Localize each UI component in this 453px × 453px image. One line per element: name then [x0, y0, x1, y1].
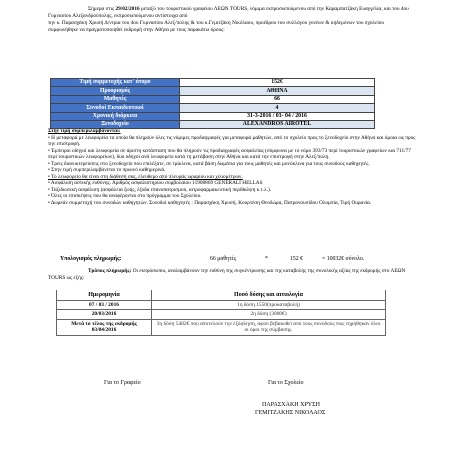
info-key: Μαθητές: [51, 95, 180, 103]
payment-row: [57, 310, 386, 319]
payment-date: 07 / 03 / 2016: [57, 301, 152, 310]
info-value: 4: [180, 104, 375, 112]
payment-method-text: Οι εκπρόσωποι, αναλαμβάνουν την ευθύνη της συγκέντρωσης και της καταβολής της συνολικής αξίας της εκδρομής στο ΛΕΩΝ TOURS ως εξής:: [48, 268, 406, 281]
payment-amount: 3η δόση 5482€ που αποτελούν την εξόφληση, αφού βεβαιωθεί από τους συνοδούς πως τηρήθηκαν όλοι οι όροι της σύμβασης.: [152, 319, 386, 335]
inclusion-item: • Ταξιδιωτική ασφάλιση (ασφάλεια ζωής, έξοδα επαναπατρισμού, ιατροφαρμακευτική περίθαλψη κ.τ.λ.).: [48, 186, 272, 193]
column-header-amount: Ποσό δόσης και αιτιολογία: [152, 290, 386, 301]
info-row: [51, 112, 375, 120]
multiply-sign: *: [265, 256, 268, 262]
payment-method-label: Τρόπος πληρωμής:: [88, 268, 132, 274]
inclusions-section: [48, 128, 420, 207]
payment-row: [57, 301, 386, 310]
info-value: ALEXANDROS AIROTEL: [180, 120, 375, 128]
info-value: 66: [180, 95, 375, 103]
inclusion-item: • Δωρεάν συμμετοχή του συνοδών καθηγητών. Συνοδοί καθηγητές : Παρασχάκη Χρυσή, Κουρτέση Θεοδώρα, Πατρονουσίδου Ολυμπία, Τιρή Ουρανία.: [48, 200, 372, 207]
info-row: [51, 79, 375, 87]
inclusion-item: • Η μεταφορά με λεωφορεία τα οποία θα πληρούν όλες τις νόμιμες προδιαγραφές για μεταφορά μαθητών, από το σχολείο προς το ξενοδοχείο στην Αθήνα και όμοια ως προς την επιστροφή.: [48, 134, 416, 148]
inclusion-item: • Τρεις διανυκτερεύσεις στο ξενοδοχείο που επιλέξατε, σε τρίκλινα, κατά βάση δωμάτια για τους μαθητές και μονόκλινα για τους συνοδούς καθηγητές.: [48, 160, 370, 167]
info-value: 31-3-2016 / 03- 04 / 2016: [180, 112, 375, 120]
payment-row: [57, 319, 386, 335]
signatory-name-2: ΓΕΜΙΤΖΑΚΗΣ ΝΙΚΟΛΑΟΣ: [255, 410, 326, 416]
info-row: [51, 104, 375, 112]
inclusion-item: • Όλες οι επισκέψεις που θα αναφέρονται στο πρόγραμμα του Σχολείου.: [48, 193, 202, 200]
info-key: Ξενοδοχείο: [51, 120, 180, 128]
info-key: Τιμή συμμετοχής κατ' άτομο: [51, 79, 180, 87]
intro-line1: Σήμερα στις: [88, 6, 115, 12]
payment-amount: 2η δόση (3000€): [152, 310, 386, 319]
inclusion-item: • Στην τιμή συμπεριλαμβάνεται το πρωινό καθημερινά.: [48, 167, 166, 174]
info-row: [51, 87, 375, 95]
column-header-date: Ημερομηνία: [57, 290, 152, 301]
contract-date: 29/02/2016: [115, 6, 140, 12]
unit-price: 152 €: [290, 256, 304, 262]
intro-paragraph: [48, 6, 420, 20]
info-key: Συνοδοί Εκπαιδευτικοί: [51, 104, 180, 112]
info-key: Χρονική διάρκεια: [51, 112, 180, 120]
info-value: ΑΘΗΝΑ: [180, 87, 375, 95]
school-signature-label: Για το Σχολείο: [268, 380, 304, 386]
intro-line3: συμφωνήθηκε να πραγματοποιηθεί εκδρομή στην Αθήνα με τους παρακάτω όρους:: [48, 26, 225, 33]
info-value: 152€: [180, 79, 375, 87]
student-count: 66 μαθητές: [210, 256, 237, 262]
intro-line2: την κ. Παρασχάκη Χρυσή Δ/ντρια του 4ου Γυμνασίου Αλεξ/πολης & του κ.Γεμιτζάκη Νικόλαου, προέδρου του συλλόγου γονέων & κηδεμόνων του σχολείου: [48, 19, 385, 26]
signatory-name-1: ΠΑΡΑΣΧΑΚΗ ΧΡΥΣΗ: [262, 402, 320, 408]
payment-date: 20/03/2016: [57, 310, 152, 319]
info-key: Προορισμός: [51, 87, 180, 95]
contract-intro: [48, 6, 420, 34]
inclusion-item: • Έμπειροι οδηγοί και λεωφορεία σε άριστη κατάσταση που θα πληρούν τις προδιαγραφές ασφαλείας (σύμφωνα με το νόμο 393/73 περί τουριστικών γραφείων και 711/77 περί τουριστικών λεωφορείων), δυο οδηγοί ανά λεωφορείο κατά τη μετάβαση στην Αθήνα και κατά την επιστροφή στην Αλεξ/πολη.: [48, 147, 411, 161]
inclusion-item: • Ασφάλιση αστικής ευθύνης. Αριθμός ασφαλιστηρίου συμβολαίου 11908869 GENERALI HELLAS: [48, 180, 263, 187]
office-signature-label: Για το Γραφείο: [104, 380, 141, 386]
total-amount: = 10032€ σύνολο.: [322, 256, 365, 262]
info-row: [51, 95, 375, 103]
intro-line1b: μεταξύ του τουριστικού γραφείου ΛΕΩΝ TOURS, νόμιμα εκπροσωπούμενου από την Καραμπατζάκη Ευαγγελία, και του 4ου Γυμνασίου Αλεξανδρούπολης, εκπροσωπούμενου αντίστοιχα από: [48, 6, 409, 19]
inclusion-item: • Το λεωφορείο θα είναι στη διάθεσή σας, ελεύθερο από πλευράς ωραρίου και χιλιομέτρων.: [48, 173, 243, 180]
payment-date: Μετά το τέλος της εκδρομής 03/04/2016: [57, 319, 152, 335]
payment-method: [48, 268, 420, 282]
payment-schedule-table: [56, 290, 386, 336]
calculation-label: Υπολογισμός πληρωμής:: [60, 256, 122, 262]
payment-amount: 1η δόση 1550(προκαταβολή): [152, 301, 386, 310]
trip-info-table: [50, 78, 375, 129]
inclusions-heading: Στην τιμή συμπεριλαμβάνονται:: [48, 128, 121, 134]
